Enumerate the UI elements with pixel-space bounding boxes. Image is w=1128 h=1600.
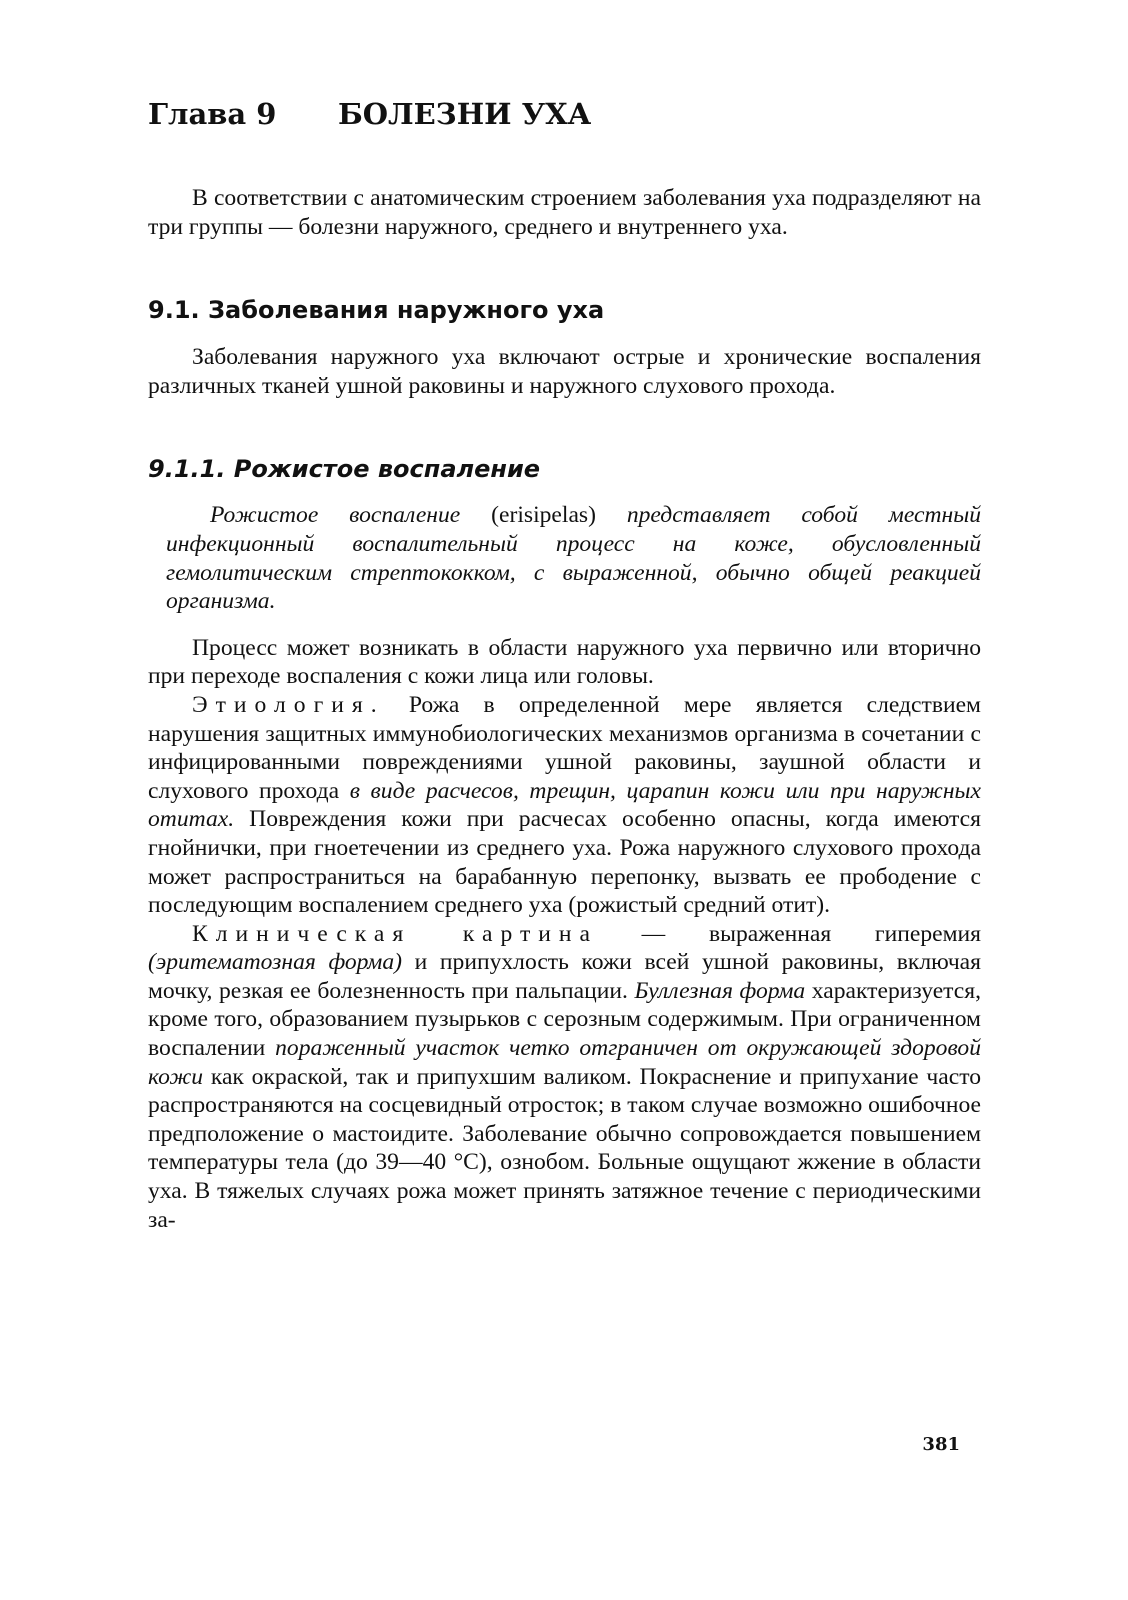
- clinical-text-2: и припухлость кожи всей ушной раковины, включая мочку, резкая ее болезненность при пальпации.: [148, 949, 982, 1004]
- etiology-text-1: Рожа в определенной мере является следствием нарушения защитных иммунобиологических механизмов организма в сочетании с инфицированными повреждениями ушной раковины, заушной области и слухового прохода: [148, 691, 981, 804]
- definition-latin: (erisipelas): [460, 502, 627, 529]
- definition-text: представляет собой местный инфекционный воспалительный процесс на коже, обусловленный гемолитическим стрептококком, с выраженной, обычно общей реакцией организма.: [166, 502, 981, 615]
- page-content: [148, 90, 981, 1234]
- section-title: 9.1. Заболевания наружного уха: [148, 296, 605, 325]
- subsection-title: 9.1.1. Рожистое воспаление: [148, 455, 541, 484]
- clinical-label: Клиническая картина: [192, 920, 598, 947]
- clinical-italic-2: Буллезная форма: [634, 977, 806, 1004]
- definition-paragraph: [166, 501, 981, 615]
- definition-term: Рожистое воспаление: [210, 502, 461, 529]
- chapter-heading: [148, 90, 981, 138]
- clinical-text-3: характеризуется, кроме того, образованием пузырьков с серозным содержимым. При ограниченном воспалении: [148, 977, 981, 1062]
- section-paragraph: Заболевания наружного уха включают острые и хронические воспаления различных тканей ушной раковины и наружного слухового прохода.: [148, 344, 981, 399]
- page-number: 381: [922, 1434, 960, 1455]
- clinical-text-1: — выраженная гиперемия: [598, 920, 982, 947]
- clinical-paragraph: [148, 920, 981, 1235]
- clinical-italic-1: (эритематозная форма): [148, 949, 403, 976]
- chapter-number: Глава 9: [148, 97, 277, 131]
- etiology-label: Этиология.: [192, 691, 385, 718]
- etiology-italic-1: в виде расчесов, трещин, царапин кожи или при наружных отитах.: [148, 777, 981, 833]
- intro-paragraph: В соответствии с анатомическим строением заболевания уха подразделяют на три группы — болезни наружного, среднего и внутреннего уха.: [148, 185, 981, 240]
- process-paragraph: Процесс может возникать в области наружного уха первично или вторично при переходе воспаления с кожи лица или головы.: [148, 634, 981, 690]
- etiology-paragraph: [148, 691, 981, 920]
- clinical-text-4: как окраской, так и припухшим валиком. Покраснение и припухание часто распространяются на сосцевидный отросток; в таком случае возможно ошибочное предположение о мастоидите. Заболевание обычно сопровождается повышением температуры тела (до 39—40 °С), ознобом. Больные ощущают жжение в области уха. В тяжелых случаях рожа может принять затяжное течение с периодическими за-: [148, 1063, 981, 1233]
- etiology-text-2: Повреждения кожи при расчесах особенно опасны, когда имеются гнойнички, при гноетечении из среднего уха. Рожа наружного слухового прохода может распространиться на барабанную перепонку, вызвать ее прободение с последующим воспалением среднего уха (рожистый средний отит).: [148, 806, 981, 919]
- clinical-italic-3: пораженный участок четко отграничен от окружающей здоровой кожи: [148, 1035, 981, 1090]
- chapter-title: БОЛЕЗНИ УХА: [338, 97, 592, 131]
